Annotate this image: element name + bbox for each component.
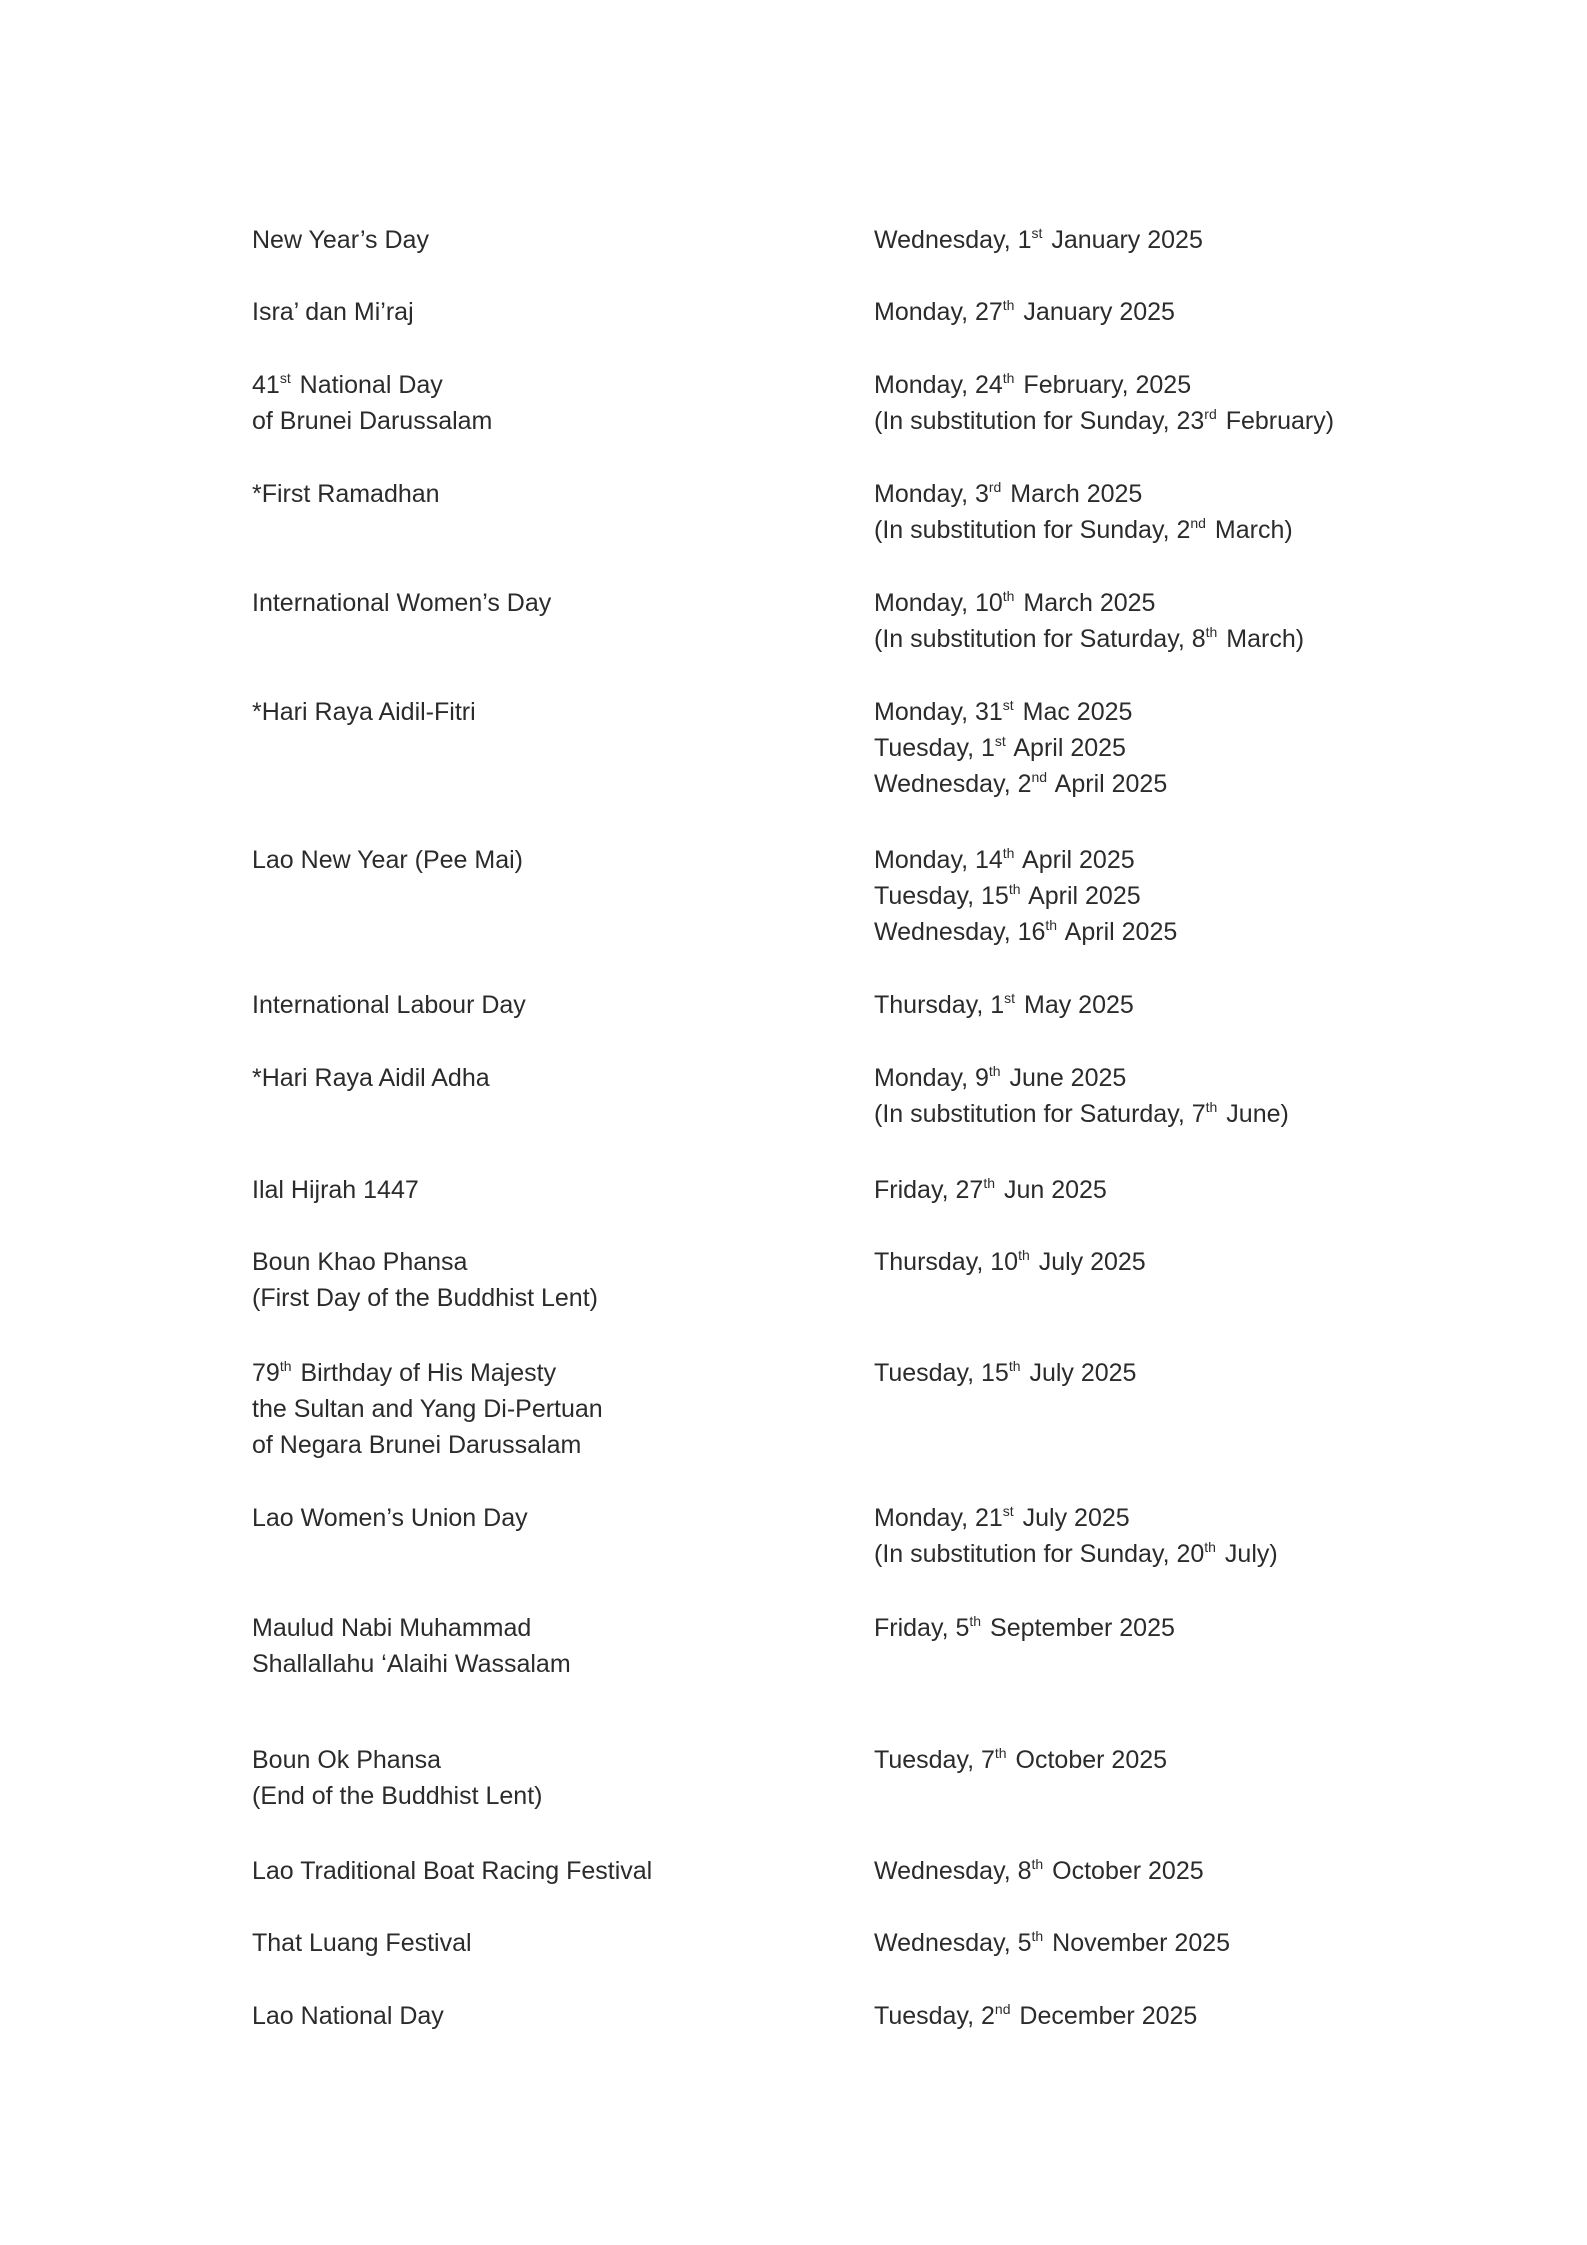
holiday-date — [874, 842, 1554, 950]
holiday-date — [874, 1610, 1554, 1646]
ordinal-suffix: th — [1002, 297, 1015, 313]
holiday-date-line-text: March 2025 — [1016, 589, 1156, 617]
holiday-name-line: (End of the Buddhist Lent) — [252, 1782, 543, 1810]
holiday-date-line — [874, 1244, 1554, 1280]
holiday-date — [874, 987, 1554, 1023]
holiday-name-line — [252, 367, 812, 403]
ordinal-suffix: st — [1031, 225, 1043, 241]
holiday-date-line — [874, 1742, 1554, 1778]
holiday-date-line-text: June 2025 — [1002, 1064, 1127, 1092]
holiday-name-line: (First Day of the Buddhist Lent) — [252, 1284, 598, 1312]
holiday-name-line: Lao New Year (Pee Mai) — [252, 846, 523, 874]
ordinal-suffix: rd — [988, 479, 1002, 495]
holiday-date-line-text: April 2025 — [1022, 882, 1141, 910]
holiday-date-line-text: Wednesday, 1 — [874, 226, 1032, 254]
ordinal-suffix: th — [1205, 624, 1218, 640]
holiday-date-line — [874, 1853, 1554, 1889]
holiday-name-line: Isra’ dan Mi’raj — [252, 298, 414, 326]
holiday-date-line-text: Monday, 24 — [874, 371, 1003, 399]
holiday-date-line-text: (In substitution for Sunday, 23 — [874, 407, 1205, 435]
holiday-date-line-text: Monday, 10 — [874, 589, 1003, 617]
holiday-name — [252, 694, 812, 730]
holiday-date-line-text: (In substitution for Sunday, 20 — [874, 1540, 1205, 1568]
holiday-date-line — [874, 367, 1554, 403]
holiday-name — [252, 1998, 812, 2034]
holiday-date-line-text: October 2025 — [1008, 1746, 1168, 1774]
holiday-name — [252, 585, 812, 621]
holiday-name — [252, 222, 812, 258]
holiday-name-line: That Luang Festival — [252, 1929, 472, 1957]
holiday-name-line: *Hari Raya Aidil-Fitri — [252, 698, 476, 726]
holiday-name-line: Boun Khao Phansa — [252, 1248, 468, 1276]
holiday-name-line: of Negara Brunei Darussalam — [252, 1431, 582, 1459]
holiday-date-line — [874, 1096, 1554, 1132]
ordinal-suffix: nd — [994, 2001, 1011, 2017]
holiday-date-line-text: Thursday, 10 — [874, 1248, 1019, 1276]
holiday-date-line — [874, 1925, 1554, 1961]
holiday-date — [874, 1172, 1554, 1208]
holiday-date-line — [874, 222, 1554, 258]
holiday-date-line-text: July) — [1217, 1540, 1278, 1568]
holiday-date — [874, 476, 1554, 548]
holiday-date-line — [874, 621, 1554, 657]
holiday-date-line — [874, 1536, 1554, 1572]
holiday-name — [252, 294, 812, 330]
ordinal-suffix: th — [969, 1613, 982, 1629]
holiday-date-line-text: Wednesday, 2 — [874, 770, 1032, 798]
holiday-date-line — [874, 294, 1554, 330]
holiday-date-line-text: April 2025 — [1059, 918, 1178, 946]
holiday-name — [252, 1925, 812, 1961]
holiday-date-line — [874, 1060, 1554, 1096]
holiday-date — [874, 1355, 1554, 1391]
holiday-date-line-text: Tuesday, 7 — [874, 1746, 995, 1774]
holiday-date-line — [874, 766, 1554, 802]
holiday-date-line — [874, 1500, 1554, 1536]
holiday-name-line-text: 41 — [252, 371, 280, 399]
holiday-date-line-text: October 2025 — [1045, 1857, 1204, 1885]
holiday-name — [252, 1060, 812, 1096]
holiday-name-line: of Brunei Darussalam — [252, 407, 493, 435]
holiday-date-line — [874, 585, 1554, 621]
holiday-date-line-text: Monday, 21 — [874, 1504, 1003, 1532]
holiday-date — [874, 585, 1554, 657]
holiday-name-line: the Sultan and Yang Di-Pertuan — [252, 1395, 603, 1423]
holiday-date-line — [874, 694, 1554, 730]
holiday-date-line-text: January 2025 — [1044, 226, 1203, 254]
holiday-date — [874, 367, 1554, 439]
holiday-date-line-text: April 2025 — [1016, 846, 1135, 874]
ordinal-suffix: th — [1002, 588, 1015, 604]
holiday-name-line: New Year’s Day — [252, 226, 429, 254]
holiday-date-line-text: (In substitution for Saturday, 8 — [874, 625, 1206, 653]
ordinal-suffix: th — [1045, 917, 1058, 933]
holiday-name — [252, 987, 812, 1023]
holiday-date-line-text: May 2025 — [1017, 991, 1134, 1019]
ordinal-suffix: st — [1002, 697, 1014, 713]
holiday-name-line: Ilal Hijrah 1447 — [252, 1176, 419, 1204]
holiday-date-line — [874, 987, 1554, 1023]
holiday-name-line-text: Birthday of His Majesty — [293, 1359, 557, 1387]
holiday-date-line — [874, 914, 1554, 950]
holiday-name-line: International Labour Day — [252, 991, 526, 1019]
holiday-date-line-text: Tuesday, 2 — [874, 2002, 995, 2030]
holiday-date-line-text: Thursday, 1 — [874, 991, 1005, 1019]
holiday-name — [252, 842, 812, 878]
holiday-name — [252, 1244, 812, 1316]
ordinal-suffix: th — [1031, 1928, 1044, 1944]
ordinal-suffix: st — [994, 733, 1006, 749]
holiday-date-line-text: Monday, 14 — [874, 846, 1003, 874]
holiday-name-line: *First Ramadhan — [252, 480, 440, 508]
holiday-date-line-text: Monday, 3 — [874, 480, 989, 508]
holiday-date — [874, 1853, 1554, 1889]
holiday-date-line-text: Tuesday, 1 — [874, 734, 995, 762]
holiday-date — [874, 1998, 1554, 2034]
holiday-date-line-text: Wednesday, 5 — [874, 1929, 1032, 1957]
holiday-name — [252, 1853, 812, 1889]
holiday-date — [874, 1925, 1554, 1961]
holiday-date — [874, 294, 1554, 330]
holiday-name-line — [252, 1355, 812, 1391]
ordinal-suffix: th — [1204, 1539, 1216, 1555]
holiday-name-line: Maulud Nabi Muhammad — [252, 1614, 532, 1642]
ordinal-suffix: th — [1031, 1856, 1044, 1872]
holiday-date-line-text: Mac 2025 — [1015, 698, 1133, 726]
holiday-date-line-text: June) — [1219, 1100, 1289, 1128]
ordinal-suffix: st — [1002, 1503, 1014, 1519]
holiday-date — [874, 1244, 1554, 1280]
holiday-date-line-text: Monday, 9 — [874, 1064, 989, 1092]
holiday-date-line-text: Tuesday, 15 — [874, 882, 1009, 910]
ordinal-suffix: th — [1018, 1247, 1030, 1263]
holiday-name — [252, 1610, 812, 1682]
holiday-date-line-text: Jun 2025 — [997, 1176, 1107, 1204]
holiday-date-line-text: July 2025 — [1031, 1248, 1146, 1276]
holiday-name — [252, 1742, 812, 1814]
holiday-date — [874, 1500, 1554, 1572]
holiday-date-line — [874, 1998, 1554, 2034]
holiday-name-line: *Hari Raya Aidil Adha — [252, 1064, 490, 1092]
holiday-name-line-text: National Day — [292, 371, 443, 399]
holiday-name-line: Lao Traditional Boat Racing Festival — [252, 1857, 653, 1885]
holiday-name-line: Lao Women’s Union Day — [252, 1504, 528, 1532]
ordinal-suffix: nd — [1190, 515, 1206, 531]
holiday-date-line-text: Monday, 27 — [874, 298, 1003, 326]
ordinal-suffix: th — [1008, 881, 1021, 897]
ordinal-suffix: th — [988, 1063, 1001, 1079]
holiday-name — [252, 367, 812, 439]
holiday-date-line-text: April 2025 — [1049, 770, 1168, 798]
holiday-name-line: Lao National Day — [252, 2002, 444, 2030]
holiday-date-line-text: February, 2025 — [1016, 371, 1192, 399]
holiday-date-line-text: Wednesday, 16 — [874, 918, 1046, 946]
ordinal-suffix: nd — [1031, 769, 1048, 785]
holiday-date-line — [874, 730, 1554, 766]
holiday-date-line-text: Friday, 5 — [874, 1614, 970, 1642]
holiday-date-line-text: December 2025 — [1012, 2002, 1198, 2030]
ordinal-suffix: th — [1008, 1358, 1021, 1374]
ordinal-suffix: rd — [1204, 406, 1217, 422]
holiday-name-line-text: 79 — [252, 1359, 280, 1387]
holiday-date — [874, 222, 1554, 258]
ordinal-suffix: th — [983, 1175, 995, 1191]
holiday-date-line-text: March 2025 — [1003, 480, 1143, 508]
holiday-date-line-text: Tuesday, 15 — [874, 1359, 1009, 1387]
ordinal-suffix: th — [1002, 370, 1015, 386]
holiday-name-line: International Women’s Day — [252, 589, 552, 617]
holiday-name-line: Shallallahu ‘Alaihi Wassalam — [252, 1650, 571, 1678]
holiday-date-line — [874, 403, 1554, 439]
ordinal-suffix: st — [279, 370, 291, 386]
holiday-date-line-text: March) — [1207, 516, 1293, 544]
holiday-name — [252, 1355, 812, 1463]
holiday-date-line — [874, 1610, 1554, 1646]
holiday-date-line-text: Friday, 27 — [874, 1176, 984, 1204]
holiday-date-line-text: January 2025 — [1016, 298, 1175, 326]
holiday-date-line-text: April 2025 — [1007, 734, 1126, 762]
holiday-date-line — [874, 476, 1554, 512]
holiday-date-line-text: February) — [1218, 407, 1335, 435]
holiday-name — [252, 1172, 812, 1208]
ordinal-suffix: th — [994, 1745, 1007, 1761]
holiday-date-line — [874, 842, 1554, 878]
holiday-date-line-text: November 2025 — [1045, 1929, 1231, 1957]
holiday-date-line-text: Wednesday, 8 — [874, 1857, 1032, 1885]
ordinal-suffix: th — [1002, 845, 1015, 861]
holiday-date-line-text: Monday, 31 — [874, 698, 1003, 726]
holiday-date-line-text: (In substitution for Saturday, 7 — [874, 1100, 1206, 1128]
ordinal-suffix: st — [1004, 990, 1016, 1006]
holiday-date-line-text: March) — [1219, 625, 1305, 653]
holiday-date — [874, 1742, 1554, 1778]
holiday-date — [874, 694, 1554, 802]
holiday-date-line-text: July 2025 — [1022, 1359, 1137, 1387]
holiday-date-line-text: July 2025 — [1015, 1504, 1130, 1532]
holiday-name — [252, 1500, 812, 1536]
holiday-name-line: Boun Ok Phansa — [252, 1746, 442, 1774]
holiday-date — [874, 1060, 1554, 1132]
holiday-date-line — [874, 878, 1554, 914]
holiday-name — [252, 476, 812, 512]
holiday-date-line-text: (In substitution for Sunday, 2 — [874, 516, 1191, 544]
holiday-date-line — [874, 1172, 1554, 1208]
holiday-date-line — [874, 512, 1554, 548]
ordinal-suffix: th — [279, 1358, 292, 1374]
holiday-date-line-text: September 2025 — [983, 1614, 1175, 1642]
holiday-date-line — [874, 1355, 1554, 1391]
ordinal-suffix: th — [1205, 1099, 1218, 1115]
